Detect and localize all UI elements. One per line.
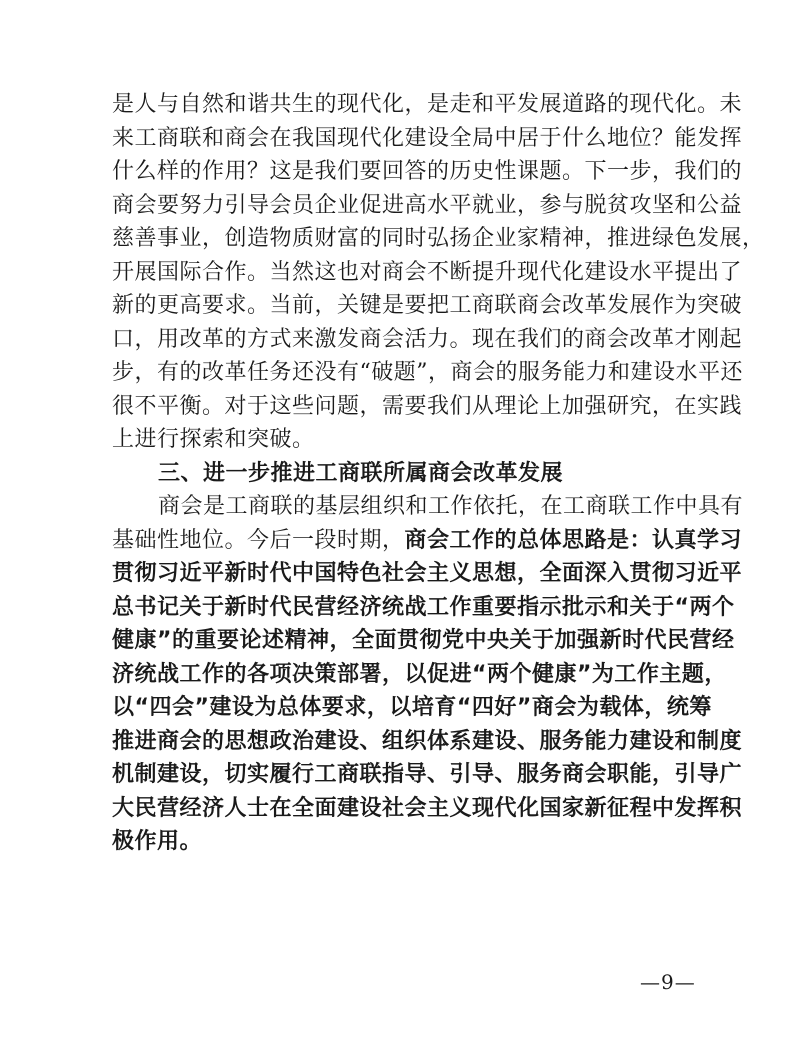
paragraph-1 [112,88,765,457]
paragraph-line-mixed [112,524,743,558]
bold-paragraph-line: 总书记关于新时代民营经济统战工作重要指示批示和关于“两个 [112,594,735,620]
bold-paragraph-line: 大民营经济人士在全面建设社会主义现代化国家新征程中发挥积 [112,795,743,821]
paragraph-line: 来工商联和商会在我国现代化建设全局中居于什么地位？能发挥 [112,125,743,151]
bold-paragraph-line: 极作用。 [112,829,203,854]
bold-paragraph-line: 机制建设，切实履行工商联指导、引导、服务商会职能，引导广 [112,762,743,787]
paragraph-line: 步，有的改革任务还没有“破题”，商会的服务能力和建设水平还 [112,360,743,385]
section-heading: 三、进一步推进工商联所属商会改革发展 [158,460,564,486]
bold-paragraph-line: 推进商会的思想政治建设、组织体系建设、服务能力建设和制度 [112,728,743,754]
paragraph-line: 慈善事业，创造物质财富的同时弘扬企业家精神，推进绿色发展， [112,226,765,251]
paragraph-line: 是人与自然和谐共生的现代化，是走和平发展道路的现代化。未 [112,92,743,117]
paragraph-line: 商会是工商联的基层组织和工作依托，在工商联工作中具有 [158,494,744,519]
bold-paragraph-line: 济统战工作的各项决策部署，以促进“两个健康”为工作主题， [112,661,727,687]
page-number: —9— [640,970,696,994]
document-page [112,88,765,859]
regular-text: 基础性地位。今后一段时期， [112,527,405,553]
paragraph-line: 开展国际合作。当然这也对商会不断提升现代化建设水平提出了 [112,259,743,285]
bold-paragraph-line: 健康”的重要论述精神，全面贯彻党中央关于加强新时代民营经 [112,628,735,653]
paragraph-line: 上进行探索和突破。 [112,427,315,452]
paragraph-2 [112,490,744,859]
bold-paragraph-line: 以“四会”建设为总体要求，以培育“四好”商会为载体，统筹 [112,695,712,720]
paragraph-line: 新的更高要求。当前，关键是要把工商联商会改革发展作为突破 [112,293,743,318]
paragraph-line: 口，用改革的方式来激发商会活力。现在我们的商会改革才刚起 [112,326,743,352]
paragraph-line: 什么样的作用？这是我们要回答的历史性课题。下一步，我们的 [112,159,743,184]
bold-paragraph-line: 贯彻习近平新时代中国特色社会主义思想，全面深入贯彻习近平 [112,561,743,586]
paragraph-line: 很不平衡。对于这些问题，需要我们从理论上加强研究，在实践 [112,393,743,419]
bold-text: 商会工作的总体思路是：认真学习 [404,527,743,553]
paragraph-line: 商会要努力引导会员企业促进高水平就业，参与脱贫攻坚和公益 [112,192,743,218]
